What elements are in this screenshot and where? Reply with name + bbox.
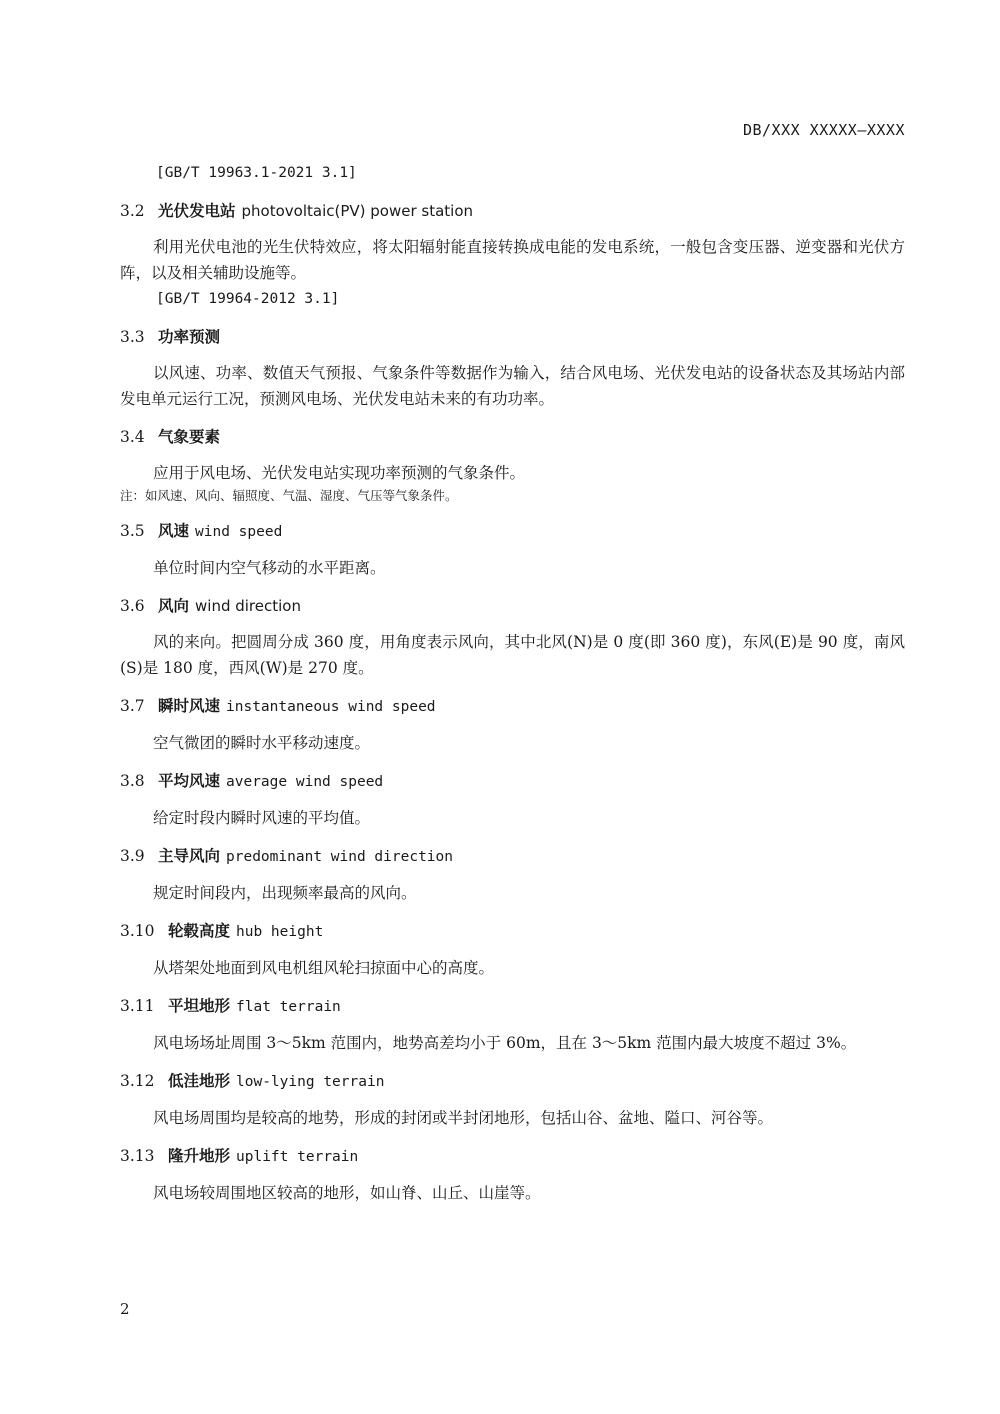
term-number: 3.3 [120,328,145,346]
term-heading [120,324,905,350]
term-heading [120,198,905,224]
terms-content [120,160,905,1206]
document-code: DB/XXX XXXXX—XXXX [742,121,905,139]
term-number: 3.11 [120,997,155,1015]
term-heading [120,843,905,870]
term-heading [120,518,905,545]
reference-citation: [GB/T 19964-2012 3.1] [156,291,340,307]
term-number: 3.13 [120,1147,155,1165]
term-heading [120,424,905,450]
term-en: predominant wind direction [226,849,453,865]
term-definition: 单位时间内空气移动的水平距离。 [153,559,386,577]
term-en: uplift terrain [236,1149,359,1165]
term-en: average wind speed [226,774,384,790]
term-zh: 功率预测 [158,328,221,346]
term-definition: 以风速、功率、数值天气预报、气象条件等数据作为输入，结合风电场、光伏发电站的设备状态及其场站内部发电单元运行工况，预测风电场、光伏发电站未来的有功功率。 [120,364,905,408]
page-number: 2 [120,1300,130,1318]
term-zh: 瞬时风速 [158,697,221,715]
term-en: photovoltaic(PV) power station [241,202,474,220]
term-heading [120,593,905,619]
term-definition: 风电场场址周围 3～5km 范围内，地势高差均小于 60m，且在 3～5km 范围内最大坡度不超过 3%。 [153,1034,857,1052]
term-definition: 给定时段内瞬时风速的平均值。 [153,809,371,827]
term-zh: 主导风向 [158,847,221,865]
term-number: 3.9 [120,847,145,865]
term-definition: 规定时间段内，出现频率最高的风向。 [153,884,417,902]
term-en: wind speed [195,524,283,540]
term-number: 3.8 [120,772,145,790]
term-definition: 利用光伏电池的光生伏特效应，将太阳辐射能直接转换成电能的发电系统，一般包含变压器、逆变器和光伏方阵，以及相关辅助设施等。 [120,238,905,282]
term-en: instantaneous wind speed [226,699,436,715]
term-definition: 风电场周围均是较高的地势，形成的封闭或半封闭地形，包括山谷、盆地、隘口、河谷等。 [153,1109,774,1127]
term-number: 3.12 [120,1072,155,1090]
term-definition: 风电场较周围地区较高的地形，如山脊、山丘、山崖等。 [153,1184,541,1202]
term-zh: 低洼地形 [168,1072,231,1090]
term-heading [120,1068,905,1095]
term-heading [120,918,905,945]
term-zh: 平坦地形 [168,997,231,1015]
term-definition: 应用于风电场、光伏发电站实现功率预测的气象条件。 [153,464,526,482]
term-definition: 从塔架处地面到风电机组风轮扫掠面中心的高度。 [153,959,495,977]
term-heading [120,993,905,1020]
term-zh: 轮毂高度 [168,922,231,940]
term-zh: 风向 [158,597,190,615]
reference-citation: [GB/T 19963.1-2021 3.1] [156,165,357,181]
term-definition: 风的来向。把圆周分成 360 度，用角度表示风向，其中北风(N)是 0 度(即 360 度)，东风(E)是 90 度，南风(S)是 180 度，西风(W)是 270 度。 [120,633,905,677]
term-heading [120,693,905,720]
term-number: 3.10 [120,922,155,940]
term-number: 3.2 [120,202,145,220]
term-number: 3.4 [120,428,145,446]
term-number: 3.7 [120,697,145,715]
term-heading [120,768,905,795]
term-definition: 空气微团的瞬时水平移动速度。 [153,734,371,752]
term-zh: 平均风速 [158,772,221,790]
term-number: 3.6 [120,597,145,615]
term-en: hub height [236,924,324,940]
term-number: 3.5 [120,522,145,540]
term-heading [120,1143,905,1170]
term-en: flat terrain [236,999,341,1015]
term-zh: 光伏发电站 [158,202,236,220]
term-zh: 气象要素 [158,428,221,446]
term-zh: 隆升地形 [168,1147,231,1165]
term-zh: 风速 [158,522,190,540]
term-en: low-lying terrain [236,1074,385,1090]
term-en: wind direction [195,597,301,615]
term-note: 注：如风速、风向、辐照度、气温、湿度、气压等气象条件。 [120,488,458,503]
